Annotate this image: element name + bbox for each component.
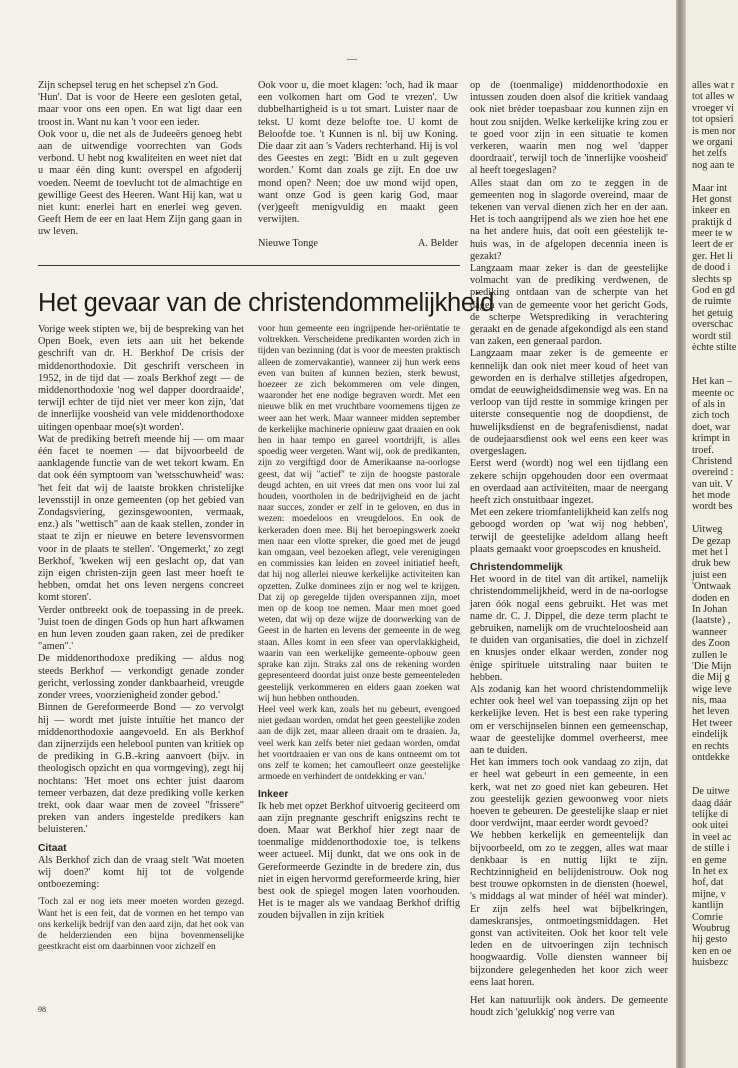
next-page-line: en geme [692, 854, 727, 866]
next-page-line: de dood i [692, 262, 731, 274]
next-page-line: telijke di [692, 809, 729, 820]
paragraph: Het kan immers toch ook vandaag zo zijn, dat er heel wat gebeurt in een gemeente, in een kerk, wat net zo goed niet kan gebeuren. Het zou geestelijk gezien gewoonweg voor niets hoeven te gebeuren. De geestelijke slaap er niet door verdwijnt, maar eerder wordt gevoed? [470, 757, 668, 830]
next-page-line: 'Ontwaak [692, 581, 732, 593]
signature-name: A. Belder [417, 238, 458, 250]
next-page-line: Comrie [692, 911, 723, 923]
next-page-line: wanneer [692, 626, 727, 638]
next-page-line [692, 365, 738, 376]
next-page-line: van uit. V [692, 478, 733, 490]
next-page-line [692, 171, 738, 182]
next-page-line: alles wat r [692, 80, 735, 91]
section-divider [38, 265, 460, 266]
next-page-line: De uitwe [692, 786, 730, 798]
next-page-line: eindelijk [692, 729, 729, 741]
next-page-line: ontdekke [692, 752, 730, 764]
next-page-line: die Mij g [692, 672, 730, 684]
next-page-line: nis, maa [692, 695, 727, 707]
next-page-line: ger. Het li [692, 250, 733, 262]
next-page-line: kantlijn [692, 900, 724, 912]
next-page-line: zullen le [692, 649, 728, 661]
top-article-col1 [38, 80, 242, 239]
next-page-line: mijne, v [692, 888, 726, 900]
next-page-line: met het l [692, 547, 729, 559]
next-page-line: èchte stilte [692, 341, 737, 353]
paragraph: Langzaam maar zeker is de gemeente er kennelijk dan ook niet meer koud of heet van geworden en is derhalve stilletjes afgedropen, omdat de eeuwigheidsdimensie weg was. En na verloop van tijd restte in sommige kringen per uiterste consequentie nog de doopdienst, de huwelijksdienst en de begrafenisdienst, nadat de oudejaarsdienst ook wel eens een keer was overgeslagen. [470, 348, 668, 458]
next-page-line: wordt stil [692, 330, 732, 342]
paragraph: Met een zekere triomfantelijkheid kan zelfs nog geboogd worden op 'wat wij nog hebben', terwijl de geestelijke adeldom allang heeft plaats gemaakt voor groepscodes en knusheid. [470, 507, 668, 555]
next-page-line: wige leve [692, 683, 732, 695]
article-col-left [38, 324, 244, 953]
next-page-line: overschac [692, 319, 734, 331]
article-col-right [470, 80, 668, 1019]
next-page-line: Het tweer [692, 717, 733, 729]
paragraph: Verder ontbreekt ook de toepassing in de preek. 'Juist toen de dingen Gods op hun hart afkwamen en hun leven zouden gaan raken, zei de prediker "amen".' [38, 604, 244, 653]
paragraph: 'Hun'. Dat is voor de Heere een gesloten getal, maar voor ons een open. En wat ligt daar een troost in. Want nu kan 't voor een ieder. [38, 92, 242, 128]
paragraph: Het kan natuurlijk ook ànders. De gemeente houdt zich 'gelukkig' nog verre van [470, 995, 668, 1019]
next-page-line: God en gd [692, 285, 735, 297]
next-page-line: 'Die Mijn [692, 660, 732, 672]
paragraph: De middenorthodoxe prediking — aldus nog steeds Berkhof — verkondigt genade zonder gericht, verlossing zonder dankbaarheid, vreugde zonder vrees, voorzienigheid zonder gebod.' [38, 653, 244, 702]
next-page-line: is men nor [692, 125, 736, 137]
paragraph: Als Berkhof zich dan de vraag stelt 'Wat moeten wij doen?' komt hij tot de volgende ontboezeming: [38, 854, 244, 891]
next-page-text [692, 80, 738, 968]
next-page-line [692, 513, 738, 524]
quote-start: 'Toch zal er nog iets meer moeten worden gezegd. Want het is een feit, dat de vormen en het tempo van ons kerkelijk bedrijf van den aard zijn, dat het ook van de helderzienden een bijna bovenmenselijke geestkracht eist om daarbinnen voor zichzelf en [38, 897, 244, 953]
next-page-line: Uitweg [692, 524, 723, 536]
next-page-line: In Johan [692, 603, 728, 615]
paragraph: Ik heb met opzet Berkhof uitvoerig geciteerd om aan zijn pregnante geschrift enigszins recht te doen. Maar wat Berkhof hier zegt naar de toenmalige middenorthodoxie toe, is telkens weer actueel. Mij dunkt, dat we ons ook in de Gereformeerde Gezindte in de bredere zin, dus niet in eigen hervormd gereformeerde kring, hier best ook de spiegel mogen laten voorhouden. Het is te mager als we vandaag Berkhof driftig zouden bijvallen in zijn kritiek [258, 800, 460, 922]
next-page-line: daag dáár [692, 797, 732, 809]
signature-place: Nieuwe Tonge [258, 238, 318, 250]
next-page-line: de stille i [692, 843, 730, 855]
next-page-line: wordt bes [692, 501, 733, 513]
paragraph: Als zodanig kan het woord christendommelijk echter ook heel wel van toepassing zijn op het kerkelijke leven. Het is best een rake typering om er verschijnselen binnen een gemeenschap, waar de geestelijke dommel overheerst, mee aan te duiden. [470, 683, 668, 756]
next-page-line: tot alles w [692, 91, 735, 103]
next-page-line: slechts sp [692, 273, 732, 285]
next-page-line: nog aan te [692, 159, 735, 171]
next-page-line: troef. [692, 444, 715, 456]
next-page-line: Christend [692, 455, 733, 467]
next-page-line: tot opsieri [692, 114, 734, 126]
next-page-line: de ruimte [692, 296, 732, 308]
next-page-line: het zelfs [692, 148, 727, 160]
paragraph: op de (toenmalige) middenorthodoxie en intussen zouden doen alsof die kritiek vandaag ook niet brèder toepasbaar zou kunnen zijn en hout zou snijden. Welke kerkelijke kring zou er te goed voor zijn in een situatie te komen verkeren, waarin men nog wel 'dapper doordraait', terwijl toch de 'innerlijke voosheid' al heeft toegeslagen? [470, 80, 668, 177]
quote-end: Heel veel werk kan, zoals het nu gebeurt, evengoed niet gedaan worden, omdat het geen geestelijke zoden aan de dijk zet, maar alleen draait om te draaien. Ja, veel werk kan zelfs beter niet gedaan worden, omdat het voortdraaien er van ons de kans ontneemt om tot ons zelf te komen; het camoufleert onze geestelijke armoede en verhindert de ontdekking er van.' [258, 704, 460, 783]
subheading-inkeer: Inkeer [258, 789, 289, 801]
next-page-line: krimpt in [692, 433, 731, 445]
signature [258, 238, 458, 250]
paragraph: Langzaam maar zeker is dan de geestelijke volmacht van de prediking verdwenen, de prediking ontdaan van de scherpte van het dagen van de gemeente voor het gericht Gods, de scherpe Wetsprediking in verachtering geraakt en de genade afgekondigd als een stand van zaken, een generaal pardon. [470, 263, 668, 348]
paragraph: Wat de prediking betreft meende hij — om maar één facet te noemen — dat bijvoorbeeld de aanklagende functie van de wet tekort kwam. En dat ook één symptoom van 'wetsschuwheid' was: 'het feit dat wij de laatste brokken christelijke levensstijl in onze gemeenten (op het gebied van Zondagsviering, gezinsgewoonten, vermaak, enz.) als "wettisch" aan de kaak stellen, zonder in staat te zijn er nieuwe en betere levensvormen voor in de plaats te stellen'. 'Ongemerkt,' zo zegt Berkhof, 'kweken wij een geslacht op, dat van zijn eigen christen-zijn geen last meer hoeft te hebben, omdat het ons leven nergens concreet komt storen'. [38, 433, 244, 604]
paragraph: Ook voor u, die net als de Judeeërs genoeg hebt aan de uitwendige voorrechten van Gods verbond. U hebt nog kwaliteiten en weet niet dat u maar één ding kunt: overspel en afgoderij voeden. Neemt de toevlucht tot de almachtige en gewillige Geest des Heeren. Want Hij kan, wat u niet kunt: enerlei hart en enerlei weg geven. Geeft Hem de eer en laat Hem Zijn gang gaan in uw leven. [38, 128, 242, 238]
next-page-line: vroeger vi [692, 102, 735, 114]
paragraph: Eerst werd (wordt) nog wel een tijdlang een zekere schijn opgehouden door een overmaat en overdaad aan activiteiten, maar de neergang heeft zich onstuitbaar ingezet. [470, 458, 668, 506]
next-page-line: Woubrug [692, 922, 731, 934]
next-page-line: des Zoon [692, 638, 731, 650]
article-col-middle [258, 324, 460, 923]
subheading-citaat: Citaat [38, 842, 67, 854]
next-page-line: het leven [692, 706, 730, 718]
next-page-line: we organi [692, 136, 733, 148]
next-page-line: doden en [692, 592, 730, 604]
next-page-line: De gezap [692, 535, 731, 547]
next-page-line: meente oc [692, 387, 735, 399]
next-page-line [692, 353, 738, 364]
paragraph: Ook voor u, die moet klagen: 'och, had ik maar een volkomen hart om God te vrezen'. Uw dubbelhartigheid is u tot smart. Luister naar de tekst. U komt deze belofte toe. U komt de Beloofde toe. 't Kunnen is nl. bij uw Koning. Die daar zit aan 's Vaders rechterhand. Hij is vol des Geestes en zegt: 'Bidt en u zult gegeven worden.' Komt dan zoals ge zijt. En doe uw mond open? Neen; doe uw mond wijd open, want onze God is geen karig God, maar (ver)geeft menigvuldig en maakt geen verwijten. [258, 80, 458, 226]
next-page-line: of als in [692, 398, 726, 410]
next-page-line: Maar int [692, 182, 728, 194]
quote-continued: voor hun gemeente een ingrijpende her-oriëntatie te voltrekken. Verscheidene predikanten worden zich in tijden van bezinning (dat is voor de meesten praktisch alleen de zomervakantie), wanneer zij hun werk eens even van buiten af kunnen bezien, sterk bewust, hoezeer ze zich bekommeren om vele dingen, waaronder het ene nodige begraven wordt. Met een nieuwe blik en met vruchtbare voornemens tijgen ze weer aan het werk. Maar wanneer midden september de kerkelijke machinerie opnieuw gaat draaien en ook hen in haar tempo en gareel voortdrijft, is alles spoedig weer vergeten. Want wij, ook de predikanten, zijn zo vergiftigd door de Amerikaanse na-oorlogse geest, dat wij "actief" te zijn de hoogste pastorale deugd achten, en uit vrees dat men ons voor lui zal houden, voortholen in de bedrijvigheid en de jacht naar succes, zonder er zelf in te geloven, en dus in wezen: moedeloos en vreugdeloos. En ook de kerkeraden doen mee. Bij het beroepingswerk zoekt men naar een vlotte spreker, die goed met de jeugd kan omgaan, veel bezoeken aflegt, vele verenigingen en commissies kan leiden en zoveel initiatief heeft, dat hij nog allerlei nieuwe kerkelijke activiteiten kan opzetten. Zulke dominees zijn er nog wel te krijgen. Dat zij op geregelde tijden overspannen zijn, moet men op de koop toe nemen. Maar men moet goed weten, dat wij op deze wijze de doorwerking van de Geest in de harten en levens der gemeente in de weg staan. Alles komt in een sfeer van opervlakkigheid, waarin van een werkelijke gemeente-opbouw geen sprake kan zijn. Straks zal ons de rekening worden gepresenteerd doordat juist onze beste gemeenteleden geestelijk verkommeren en elders gaan zoeken wat wij hun hebben onthouden. [258, 324, 460, 704]
paragraph: We hebben kerkelijk en gemeentelijk dan bijvoorbeeld, om zo te zeggen, alles wat maar denkbaar is en nuttig lijkt te zijn. Rechtzinnigheid en belijdenistrouw. Ook nog best trouwe opkomsten in de diensten (hoewel, 's middags al wat minder of héél wat minder). Er zijn zelfs heel wat bijbelkringen, dameskransjes, ontmoetingsmiddagen. Het gonst van activiteiten. Ook het koor telt vele leden en de uitvoeringen zijn technisch hoogwaardig. Volle diensten wanneer bij bijzondere gelegenheden het koor zich weer eens laat horen. [470, 830, 668, 988]
next-page-line: doet, war [692, 421, 731, 433]
next-page-line: hij gesto [692, 934, 728, 946]
next-page-line: In het ex [692, 865, 729, 877]
next-page-line: huisbezc [692, 957, 729, 969]
next-page-line: Het kan – [692, 376, 733, 388]
paragraph: Alles staat dan om zo te zeggen in de gemeenten nog in slagorde overeind, maar de tekenen van verval dienen zich her en der aan. Het is toch aangrijpend als we zien hoe het ene na het andere huis, dat ooit een géestelijk te-huis was, in de afgelopen decennia ineen is gezakt? [470, 177, 668, 262]
next-page-line: en rechts [692, 740, 729, 752]
next-page-line: in veel ac [692, 831, 732, 843]
article-title: Het gevaar van de christendommelijkheid [38, 289, 495, 317]
next-page-line: zich toch [692, 410, 730, 422]
next-page-line: meer te w [692, 228, 733, 240]
paragraph: Het woord in de titel van dit artikel, namelijk christendommelijkheid, werd in de na-oorlogse jaren óók nogal eens gebruikt. Het was met name dr. C. J. Dippel, die deze term placht te gebruiken, namelijk om de vruchteloosheid aan te duiden van organisaties, die doel in zichzelf en knusjes onder elkaar werden, zonder nog ènige spirituele uitstraling naar buiten te hebben. [470, 574, 668, 683]
top-article-col2 [258, 80, 458, 251]
next-page-line: overeind : [692, 467, 734, 479]
next-page-line [692, 763, 738, 774]
top-mark: — [347, 54, 357, 65]
paragraph: Binnen de Gereformeerde Bond — zo vervolgt hij — wordt met juiste intuïtie het manco der middenorthodoxie aangevoeld. En als Berkhof dan zijnerzijds een helebool punten van kritiek op de prediking in G.B.-kring aanvoert (bijv. in theologisch opzicht en qua vormgeving), zegt hij nochtans: 'Het moet ons echter juist daarom temeer verbazen, dat deze prediking volle kerken trekt, ook daar waar men de zoveel "frissere" preken van anders ingestelde predikers kan beluisteren.' [38, 702, 244, 836]
paragraph: Vorige week stipten we, bij de bespreking van het Open Boek, even iets aan uit het bekende geschrift van dr. H. Berkhof De crisis der middenorthodoxie. Dit geschrift verscheen in 1952, in de tijd dat — zoals Berkhof zegt — de middenorthodoxie 'nog wel dapper doordraaide', terwijl echter de tijd niet ver meer kon zijn, 'dat de innerlijke voosheid van vele middenorthodoxe uitingen openbaar moe(s)t worden'. [38, 324, 244, 433]
book-spine [676, 0, 686, 1068]
next-page-line: Het gonst [692, 193, 732, 205]
page-number: 98 [38, 1005, 46, 1014]
paragraph: Zijn schepsel terug en het schepsel z'n God. [38, 80, 219, 91]
next-page-line: het mode [692, 490, 731, 502]
next-page-line: praktijk d [692, 216, 732, 228]
next-page-line: hof, dat [692, 877, 724, 889]
next-page-line: (laatste) , [692, 615, 731, 627]
subheading-christendommelijk: Christendommelijk [470, 561, 563, 573]
next-page-line: inkeer en [692, 205, 731, 217]
next-page-line [692, 775, 738, 786]
next-page-line: leert de er [692, 239, 734, 251]
next-page-line: juist een [692, 569, 727, 581]
next-page-line: druk bew [692, 558, 731, 570]
next-page-line: ook uitei [692, 820, 729, 832]
next-page-line: het getuig [692, 307, 733, 319]
next-page-line: ken en oe [692, 945, 732, 957]
